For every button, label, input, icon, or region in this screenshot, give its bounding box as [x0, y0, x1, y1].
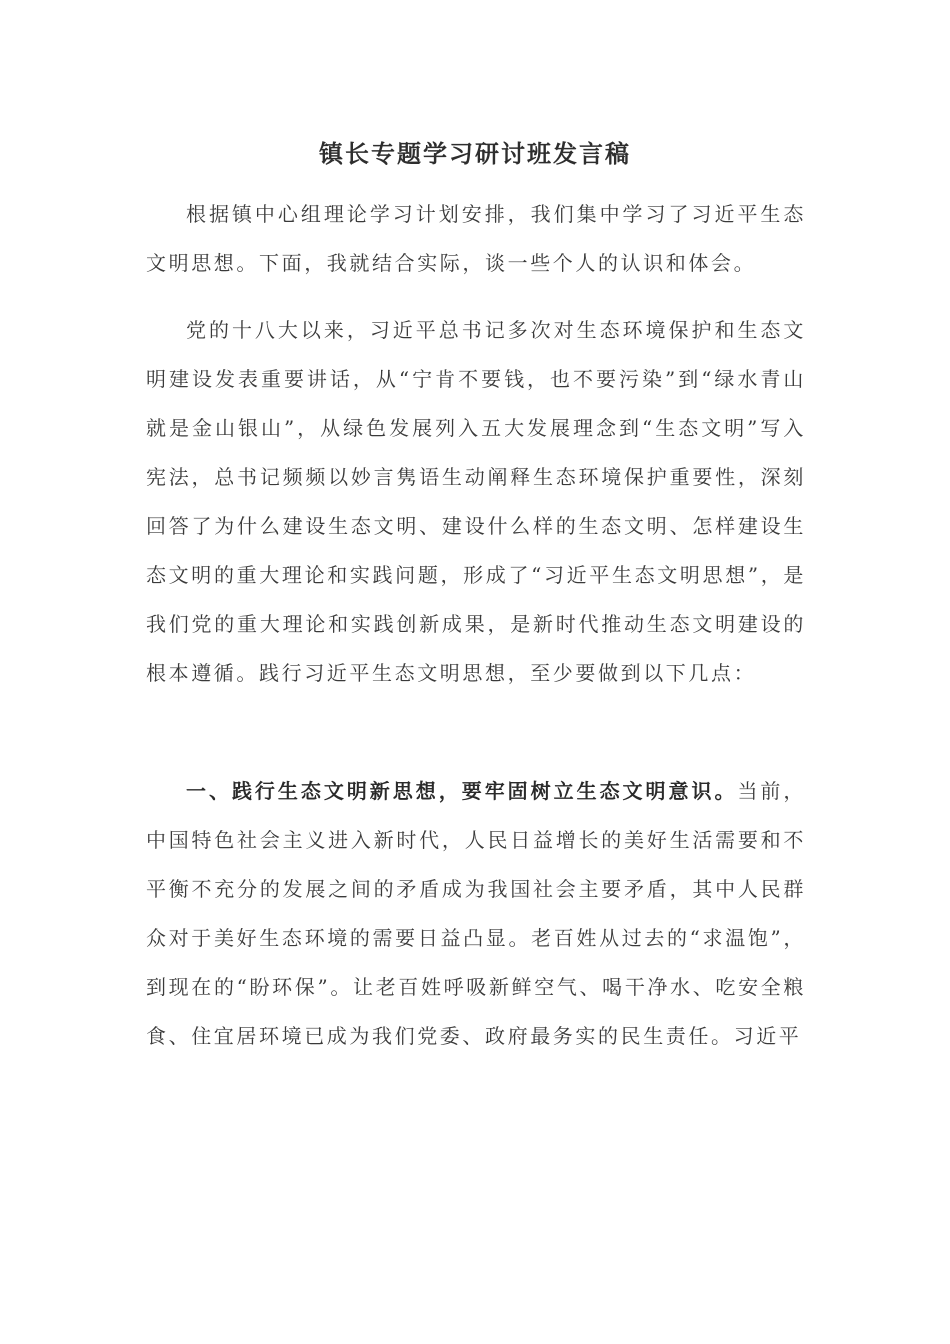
paragraph-intro: 根据镇中心组理论学习计划安排，我们集中学习了习近平生态文明思想。下面，我就结合实际，谈一些个人的认识和体会。 [146, 202, 806, 275]
point-one-heading: 一、践行生态文明新思想，要牢固树立生态文明意识。 [186, 779, 738, 803]
paragraph-point-one [146, 767, 806, 1061]
document-title: 镇长专题学习研讨班发言稿 [319, 139, 631, 168]
point-one-body: 当前，中国特色社会主义进入新时代，人民日益增长的美好生活需要和不平衡不充分的发展之间的矛盾成为我国社会主要矛盾，其中人民群众对于美好生态环境的需要日益凸显。老百姓从过去的“求温饱”，到现在的“盼环保”。让老百姓呼吸新鲜空气、喝干净水、吃安全粮食、住宜居环境已成为我们党委、政府最务实的民生责任。习近平 [146, 779, 806, 1048]
paragraph-background: 党的十八大以来，习近平总书记多次对生态环境保护和生态文明建设发表重要讲话，从“宁肯不要钱，也不要污染”到“绿水青山就是金山银山”，从绿色发展列入五大发展理念到“生态文明”写入宪法，总书记频频以妙言隽语生动阐释生态环境保护重要性，深刻回答了为什么建设生态文明、建设什么样的生态文明、怎样建设生态文明的重大理论和实践问题，形成了“习近平生态文明思想”，是我们党的重大理论和实践创新成果，是新时代推动生态文明建设的根本遵循。践行习近平生态文明思想，至少要做到以下几点： [146, 318, 806, 685]
